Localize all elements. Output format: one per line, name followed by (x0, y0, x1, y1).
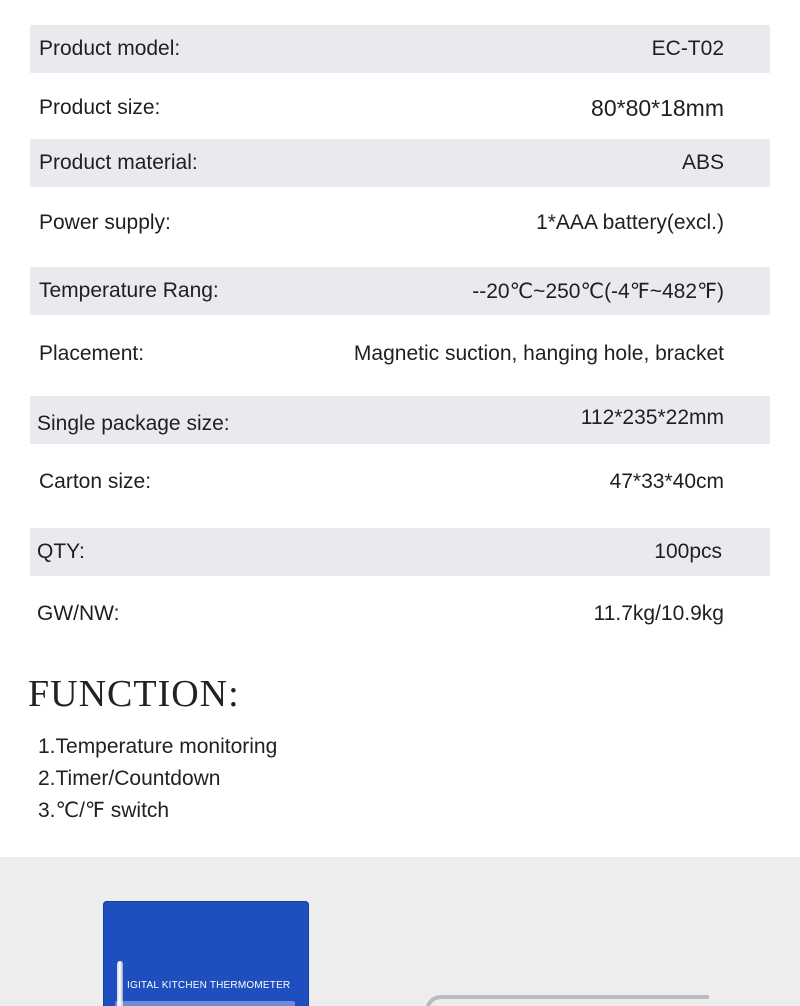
thermometer-device-image (425, 995, 709, 1006)
function-item: 1.Temperature monitoring (38, 735, 278, 758)
spec-value: 11.7kg/10.9kg (593, 602, 724, 625)
spec-label: Product material: (39, 151, 198, 174)
function-item: 2.Timer/Countdown (38, 767, 221, 790)
spec-row-carton-size (30, 458, 770, 506)
package-box-image (103, 901, 309, 1006)
spec-label: Product model: (39, 37, 181, 60)
function-title: FUNCTION: (28, 673, 240, 715)
spec-value: --20℃~250℃(-4℉~482℉) (472, 279, 724, 303)
spec-row-product-material (30, 139, 770, 187)
spec-label: Power supply: (39, 211, 171, 234)
spec-value: 100pcs (654, 540, 722, 563)
product-photo (0, 857, 800, 1006)
spec-row-product-size (30, 84, 770, 132)
function-item: 3.℃/℉ switch (38, 799, 170, 822)
spec-row-gw-nw (30, 590, 770, 638)
spec-value: 80*80*18mm (591, 94, 724, 121)
package-fine-print (115, 1001, 295, 1006)
spec-row-temperature-range (30, 267, 770, 315)
function-list (38, 731, 277, 827)
spec-label: Placement: (39, 342, 145, 365)
probe-icon (117, 961, 123, 1006)
spec-value: 112*235*22mm (580, 406, 724, 429)
spec-label: QTY: (37, 540, 85, 563)
package-label: IGITAL KITCHEN THERMOMETER (127, 980, 291, 991)
spec-value: 1*AAA battery(excl.) (536, 211, 724, 234)
spec-row-single-package-size (30, 396, 770, 444)
spec-value: Magnetic suction, hanging hole, bracket (353, 342, 724, 365)
spec-value: EC-T02 (651, 37, 724, 60)
spec-label: GW/NW: (37, 602, 120, 625)
spec-label: Product size: (39, 96, 161, 119)
spec-row-placement (30, 330, 770, 378)
spec-label: Temperature Rang: (39, 279, 219, 302)
spec-label: Carton size: (39, 470, 152, 493)
spec-row-qty (30, 528, 770, 576)
spec-row-power-supply (30, 199, 770, 247)
spec-row-product-model (30, 25, 770, 73)
spec-value: ABS (681, 151, 724, 174)
spec-value: 47*33*40cm (609, 470, 724, 493)
spec-label: Single package size: (37, 412, 230, 435)
